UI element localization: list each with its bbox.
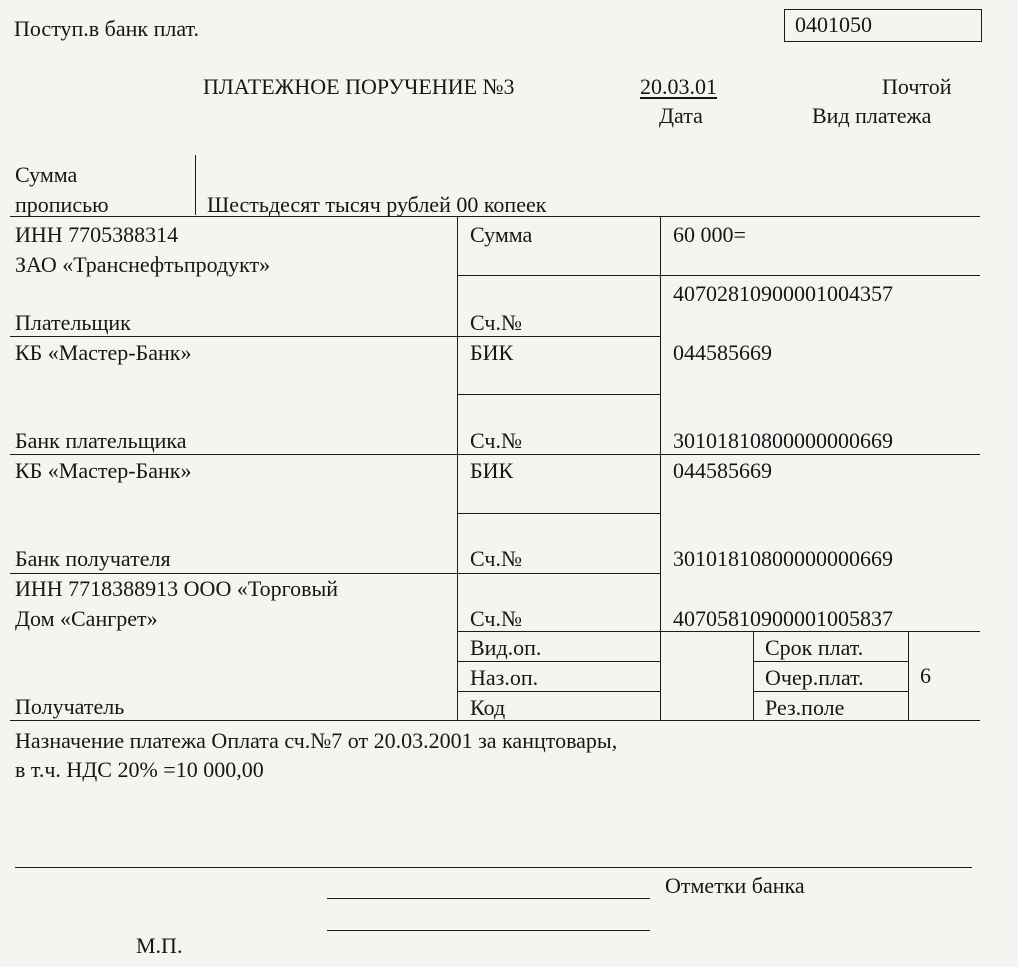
grid-line [908,631,909,720]
payee-bank-bik-label: БИК [470,458,514,483]
payment-term-label: Срок плат. [765,635,864,660]
grid-line [10,454,980,455]
payer-account-label: Сч.№ [470,310,522,335]
payee-bank-account-value: 30101810800000000669 [673,546,893,571]
signature-line [327,898,650,899]
payee-account-label: Сч.№ [470,606,522,631]
amount-words-value: Шестьдесят тысяч рублей 00 копеек [207,192,547,217]
payment-type-label: Вид платежа [812,103,932,128]
date-label: Дата [659,103,703,128]
payer-name: ЗАО «Транснефтьпродукт» [15,252,271,277]
amount-words-label-2: прописью [15,192,109,217]
date-value: 20.03.01 [640,74,717,99]
grid-line [753,661,908,662]
payer-label: Плательщик [15,310,131,335]
payee-bank-label: Банк получателя [15,546,171,571]
grid-line [457,216,458,720]
grid-line [457,513,660,514]
payee-account-value: 40705810900001005837 [673,606,893,631]
grid-line [10,336,660,337]
received-in-bank-label: Поступ.в банк плат. [14,16,200,41]
amount-label: Сумма [470,222,533,247]
payer-bank-bik-label: БИК [470,340,514,365]
reserve-field-label: Рез.поле [765,695,845,720]
grid-line [457,275,660,276]
grid-line [10,573,660,574]
grid-line [753,631,754,720]
amount-words-divider [195,155,196,215]
payer-bank-name: КБ «Мастер-Банк» [15,340,192,365]
grid-line [660,216,661,720]
payer-bank-label: Банк плательщика [15,428,187,453]
payee-line-2: Дом «Сангрет» [15,606,158,631]
payer-bank-account-label: Сч.№ [470,428,522,453]
amount-value: 60 000= [673,222,746,247]
amount-words-label-1: Сумма [15,162,78,187]
payee-label: Получатель [15,694,125,719]
grid-line [10,216,980,217]
payer-account-value: 40702810900001004357 [673,281,893,306]
payer-bank-account-value: 30101810800000000669 [673,428,893,453]
payment-purpose-line-1: Назначение платежа Оплата сч.№7 от 20.03.2001 за канцтовары, [15,728,618,753]
payment-type-value: Почтой [882,74,952,99]
form-code-box [784,9,982,42]
stamp-label: М.П. [136,933,183,958]
code-label: Код [470,695,506,720]
grid-line [660,275,980,276]
payee-bank-name: КБ «Мастер-Банк» [15,458,192,483]
payment-priority-value: 6 [920,663,931,688]
payee-line-1: ИНН 7718388913 ООО «Торговый [15,576,339,601]
operation-purpose-label: Наз.оп. [470,665,539,690]
payee-bank-bik-value: 044585669 [673,458,772,483]
form-code: 0401050 [795,12,872,37]
grid-line [457,661,660,662]
payee-bank-account-label: Сч.№ [470,546,522,571]
grid-line [457,394,660,395]
bank-marks-label: Отметки банка [665,873,805,898]
operation-type-label: Вид.оп. [470,635,542,660]
payment-priority-label: Очер.плат. [765,665,864,690]
grid-line [753,691,908,692]
document-title: ПЛАТЕЖНОЕ ПОРУЧЕНИЕ №3 [203,74,515,99]
payer-bank-bik-value: 044585669 [673,340,772,365]
payer-inn: ИНН 7705388314 [15,222,179,247]
signature-line [327,930,650,931]
signature-line [15,867,972,868]
payment-purpose-line-2: в т.ч. НДС 20% =10 000,00 [15,757,264,782]
grid-line [457,691,660,692]
